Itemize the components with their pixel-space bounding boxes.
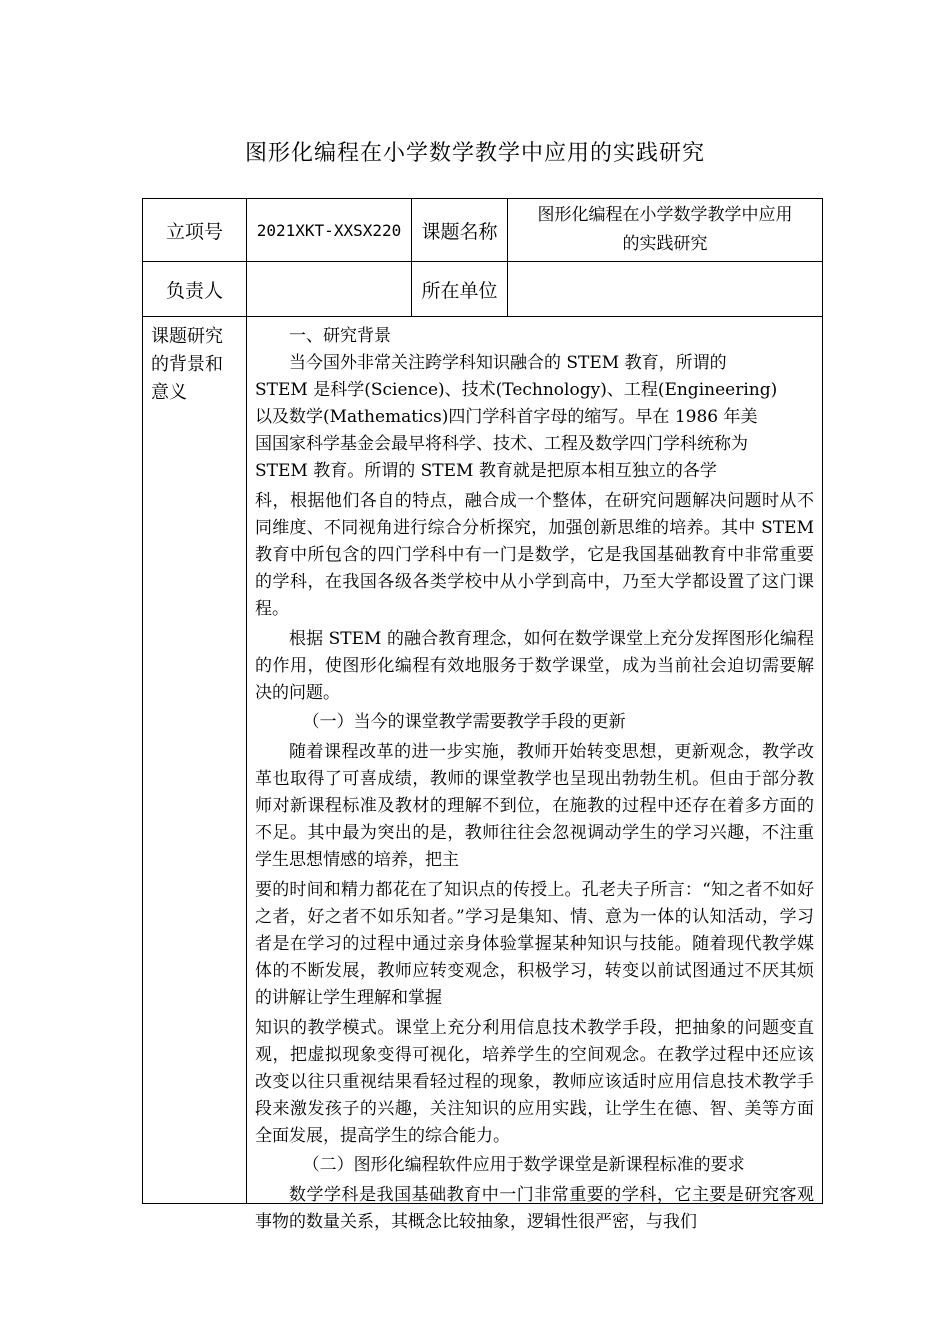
paragraph: 随着课程改革的进一步实施，教师开始转变思想，更新观念，教学改革也取得了可喜成绩，教师的课堂教学也呈现出勃勃生机。但由于部分教师对新课程标准及教材的理解不到位，在施教的过程中还存在着多方面的不足。其中最为突出的是，教师往往会忽视调动学生的学习兴趣，不注重学生思想情感的培养，把主	[255, 742, 814, 870]
document-title: 图形化编程在小学数学教学中应用的实践研究	[244, 141, 705, 166]
background-content	[247, 317, 823, 1232]
value-owner	[247, 262, 412, 317]
paragraph-line: 以及数学(Mathematics)四门学科首字母的缩写。早在 1986 年美	[255, 407, 758, 427]
project-info-table	[142, 198, 823, 1232]
table-row	[143, 317, 823, 1204]
paragraph: 根据 STEM 的融合教育理念，如何在数学课堂上充分发挥图形化编程的作用，使图形化编程有效地服务于数学课堂，成为当前社会迫切需要解决的问题。	[255, 629, 814, 703]
topic-line-1: 图形化编程在小学数学教学中应用	[537, 205, 793, 225]
table-row	[143, 199, 823, 262]
subsection-heading: （一）当今的课堂教学需要教学手段的更新	[302, 712, 626, 732]
paragraph: 要的时间和精力都花在了知识点的传授上。孔老夫子所言：“知之者不如好之者，好之者不如乐知者。”学习是集知、情、意为一体的认知活动，学习者是在学习的过程中通过亲身体验掌握某种知识与技能。随着现代教学媒体的不断发展，教师应转变观念，积极学习，转变以前试图通过不厌其烦的讲解让学生理解和掌握	[255, 880, 814, 1008]
paragraph: 数学学科是我国基础教育中一门非常重要的学科，它主要是研究客观事物的数量关系，其概念比较抽象，逻辑性很严密，与我们	[255, 1185, 814, 1232]
subsection-heading: （二）图形化编程软件应用于数学课堂是新课程标准的要求	[302, 1155, 745, 1175]
paragraph-line: 国国家科学基金会最早将科学、技术、工程及数学四门学科统称为	[255, 434, 748, 454]
topic-line-2: 的实践研究	[622, 234, 708, 254]
label-owner: 负责人	[143, 262, 247, 317]
paragraph-line: STEM 是科学(Science)、技术(Technology)、工程(Engineering)	[255, 380, 778, 400]
table-row	[143, 262, 823, 317]
label-project-id: 立项号	[143, 199, 247, 262]
value-project-id: 2021XKT-XXSX220	[247, 199, 412, 262]
paragraph: 知识的教学模式。课堂上充分利用信息技术教学手段，把抽象的问题变直观，把虚拟现象变得可视化，培养学生的空间观念。在教学过程中还应该改变以往只重视结果看轻过程的现象，教师应该适时应用信息技术教学手段来激发孩子的兴趣，关注知识的应用实践，让学生在德、智、美等方面全面发展，提高学生的综合能力。	[255, 1018, 814, 1146]
label-topic-name: 课题名称	[412, 199, 508, 262]
paragraph: 科，根据他们各自的特点，融合成一个整体，在研究问题解决问题时从不同维度、不同视角进行综合分析探究，加强创新思维的培养。其中 STEM 教育中所包含的四门学科中有一门是数学，它是我国基础教育中非常重要的学科，在我国各级各类学校中从小学到高中，乃至大学都设置了这门课程。	[255, 491, 814, 619]
label-background-significance: 课题研究的背景和意义	[143, 317, 247, 1204]
section-heading: 一、研究背景	[289, 326, 391, 346]
paragraph: 当今国外非常关注跨学科知识融合的 STEM 教育，所谓的	[289, 353, 727, 373]
value-topic-name	[508, 199, 823, 262]
paragraph-line: STEM 教育。所谓的 STEM 教育就是把原本相互独立的各学	[255, 461, 717, 481]
label-unit: 所在单位	[412, 262, 508, 317]
value-unit	[508, 262, 823, 317]
